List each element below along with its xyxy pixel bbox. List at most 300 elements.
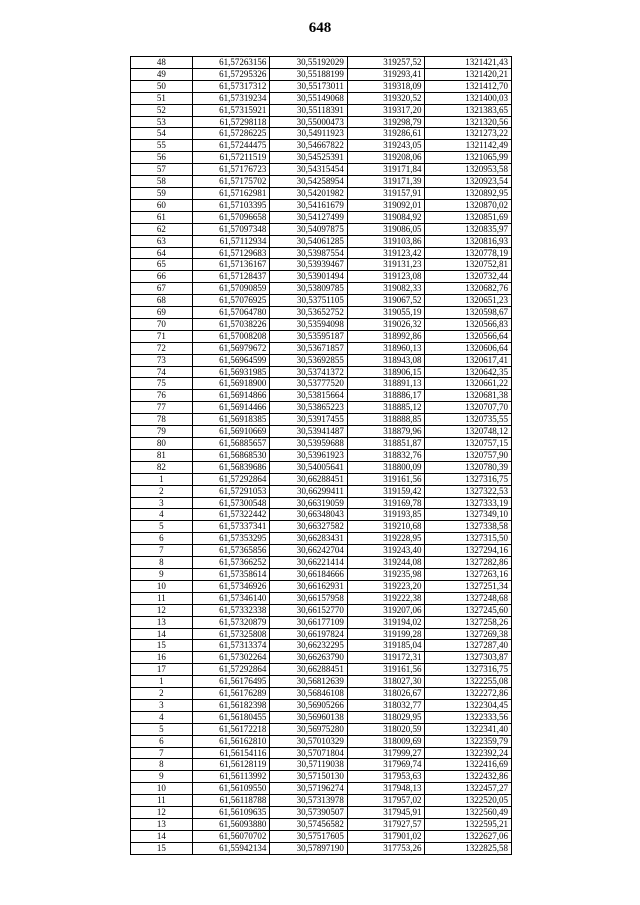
table-row xyxy=(131,223,512,235)
point-number-cell: 79 xyxy=(131,426,193,438)
y-coordinate-cell: 1321273,22 xyxy=(425,128,512,140)
x-coordinate-cell: 319169,78 xyxy=(347,497,425,509)
point-number-cell: 60 xyxy=(131,199,193,211)
x-coordinate-cell: 317945,91 xyxy=(347,807,425,819)
longitude-cell: 30,54315454 xyxy=(270,164,348,176)
coordinates-table xyxy=(130,56,512,855)
longitude-cell: 30,66319059 xyxy=(270,497,348,509)
y-coordinate-cell: 1320870,02 xyxy=(425,199,512,211)
x-coordinate-cell: 319026,32 xyxy=(347,318,425,330)
x-coordinate-cell: 318029,95 xyxy=(347,711,425,723)
point-number-cell: 82 xyxy=(131,461,193,473)
y-coordinate-cell: 1327349,10 xyxy=(425,509,512,521)
x-coordinate-cell: 318032,77 xyxy=(347,699,425,711)
table-row xyxy=(131,390,512,402)
table-row xyxy=(131,473,512,485)
longitude-cell: 30,57456582 xyxy=(270,819,348,831)
longitude-cell: 30,54911923 xyxy=(270,128,348,140)
table-row xyxy=(131,711,512,723)
point-number-cell: 72 xyxy=(131,342,193,354)
y-coordinate-cell: 1322432,86 xyxy=(425,771,512,783)
latitude-cell: 61,57096658 xyxy=(192,211,270,223)
x-coordinate-cell: 319243,40 xyxy=(347,545,425,557)
latitude-cell: 61,57175702 xyxy=(192,176,270,188)
point-number-cell: 8 xyxy=(131,759,193,771)
y-coordinate-cell: 1327282,86 xyxy=(425,557,512,569)
point-number-cell: 1 xyxy=(131,473,193,485)
x-coordinate-cell: 319298,79 xyxy=(347,116,425,128)
latitude-cell: 61,56118788 xyxy=(192,795,270,807)
latitude-cell: 61,56154116 xyxy=(192,747,270,759)
y-coordinate-cell: 1320651,23 xyxy=(425,295,512,307)
table-row xyxy=(131,271,512,283)
x-coordinate-cell: 319159,42 xyxy=(347,485,425,497)
point-number-cell: 5 xyxy=(131,723,193,735)
y-coordinate-cell: 1320707,70 xyxy=(425,402,512,414)
point-number-cell: 10 xyxy=(131,580,193,592)
latitude-cell: 61,56180455 xyxy=(192,711,270,723)
table-row xyxy=(131,211,512,223)
table-row xyxy=(131,57,512,69)
x-coordinate-cell: 318960,13 xyxy=(347,342,425,354)
point-number-cell: 62 xyxy=(131,223,193,235)
point-number-cell: 66 xyxy=(131,271,193,283)
point-number-cell: 7 xyxy=(131,747,193,759)
table-row xyxy=(131,795,512,807)
longitude-cell: 30,56905266 xyxy=(270,699,348,711)
point-number-cell: 80 xyxy=(131,438,193,450)
x-coordinate-cell: 319243,05 xyxy=(347,140,425,152)
x-coordinate-cell: 319208,06 xyxy=(347,152,425,164)
point-number-cell: 3 xyxy=(131,497,193,509)
longitude-cell: 30,66283431 xyxy=(270,533,348,545)
table-row xyxy=(131,402,512,414)
table-row xyxy=(131,461,512,473)
x-coordinate-cell: 318885,12 xyxy=(347,402,425,414)
point-number-cell: 15 xyxy=(131,842,193,854)
latitude-cell: 61,57346926 xyxy=(192,580,270,592)
point-number-cell: 55 xyxy=(131,140,193,152)
latitude-cell: 61,56918385 xyxy=(192,414,270,426)
table-row xyxy=(131,92,512,104)
x-coordinate-cell: 317753,26 xyxy=(347,842,425,854)
point-number-cell: 6 xyxy=(131,735,193,747)
longitude-cell: 30,53671857 xyxy=(270,342,348,354)
point-number-cell: 76 xyxy=(131,390,193,402)
y-coordinate-cell: 1320598,67 xyxy=(425,307,512,319)
x-coordinate-cell: 319235,98 xyxy=(347,568,425,580)
latitude-cell: 61,56162810 xyxy=(192,735,270,747)
table-row xyxy=(131,414,512,426)
table-row xyxy=(131,676,512,688)
point-number-cell: 59 xyxy=(131,187,193,199)
latitude-cell: 61,57292864 xyxy=(192,664,270,676)
table-row xyxy=(131,497,512,509)
y-coordinate-cell: 1320642,35 xyxy=(425,366,512,378)
longitude-cell: 30,56960138 xyxy=(270,711,348,723)
y-coordinate-cell: 1321420,21 xyxy=(425,68,512,80)
longitude-cell: 30,66177109 xyxy=(270,616,348,628)
x-coordinate-cell: 317953,63 xyxy=(347,771,425,783)
y-coordinate-cell: 1322341,40 xyxy=(425,723,512,735)
longitude-cell: 30,53939467 xyxy=(270,259,348,271)
y-coordinate-cell: 1320780,39 xyxy=(425,461,512,473)
longitude-cell: 30,57071804 xyxy=(270,747,348,759)
longitude-cell: 30,66288451 xyxy=(270,473,348,485)
point-number-cell: 1 xyxy=(131,676,193,688)
point-number-cell: 57 xyxy=(131,164,193,176)
x-coordinate-cell: 318992,86 xyxy=(347,330,425,342)
point-number-cell: 16 xyxy=(131,652,193,664)
longitude-cell: 30,53692855 xyxy=(270,354,348,366)
y-coordinate-cell: 1320606,64 xyxy=(425,342,512,354)
table-row xyxy=(131,699,512,711)
point-number-cell: 4 xyxy=(131,509,193,521)
x-coordinate-cell: 319067,52 xyxy=(347,295,425,307)
point-number-cell: 73 xyxy=(131,354,193,366)
point-number-cell: 67 xyxy=(131,283,193,295)
x-coordinate-cell: 319161,56 xyxy=(347,473,425,485)
x-coordinate-cell: 319084,92 xyxy=(347,211,425,223)
x-coordinate-cell: 318891,13 xyxy=(347,378,425,390)
latitude-cell: 61,57008208 xyxy=(192,330,270,342)
point-number-cell: 15 xyxy=(131,640,193,652)
longitude-cell: 30,57010329 xyxy=(270,735,348,747)
latitude-cell: 61,57295326 xyxy=(192,68,270,80)
latitude-cell: 61,57112934 xyxy=(192,235,270,247)
longitude-cell: 30,55192029 xyxy=(270,57,348,69)
longitude-cell: 30,53987554 xyxy=(270,247,348,259)
x-coordinate-cell: 318851,87 xyxy=(347,438,425,450)
y-coordinate-cell: 1320757,15 xyxy=(425,438,512,450)
x-coordinate-cell: 318026,67 xyxy=(347,688,425,700)
point-number-cell: 78 xyxy=(131,414,193,426)
longitude-cell: 30,53741372 xyxy=(270,366,348,378)
y-coordinate-cell: 1320566,64 xyxy=(425,330,512,342)
table-row xyxy=(131,378,512,390)
y-coordinate-cell: 1320661,22 xyxy=(425,378,512,390)
table-row xyxy=(131,307,512,319)
point-number-cell: 17 xyxy=(131,664,193,676)
x-coordinate-cell: 319157,91 xyxy=(347,187,425,199)
point-number-cell: 69 xyxy=(131,307,193,319)
y-coordinate-cell: 1320681,38 xyxy=(425,390,512,402)
table-row xyxy=(131,723,512,735)
x-coordinate-cell: 319172,31 xyxy=(347,652,425,664)
longitude-cell: 30,55149068 xyxy=(270,92,348,104)
x-coordinate-cell: 319286,61 xyxy=(347,128,425,140)
point-number-cell: 13 xyxy=(131,616,193,628)
y-coordinate-cell: 1322627,06 xyxy=(425,830,512,842)
table-row xyxy=(131,842,512,854)
x-coordinate-cell: 319082,33 xyxy=(347,283,425,295)
x-coordinate-cell: 319293,41 xyxy=(347,68,425,80)
table-row xyxy=(131,235,512,247)
y-coordinate-cell: 1321065,99 xyxy=(425,152,512,164)
latitude-cell: 61,56070702 xyxy=(192,830,270,842)
latitude-cell: 61,57291053 xyxy=(192,485,270,497)
table-row xyxy=(131,628,512,640)
x-coordinate-cell: 319131,23 xyxy=(347,259,425,271)
latitude-cell: 61,57319234 xyxy=(192,92,270,104)
longitude-cell: 30,56975280 xyxy=(270,723,348,735)
latitude-cell: 61,57346140 xyxy=(192,592,270,604)
longitude-cell: 30,55188199 xyxy=(270,68,348,80)
y-coordinate-cell: 1321412,70 xyxy=(425,80,512,92)
table-row xyxy=(131,330,512,342)
latitude-cell: 61,56931985 xyxy=(192,366,270,378)
y-coordinate-cell: 1327248,68 xyxy=(425,592,512,604)
longitude-cell: 30,66157958 xyxy=(270,592,348,604)
y-coordinate-cell: 1327269,38 xyxy=(425,628,512,640)
longitude-cell: 30,53941487 xyxy=(270,426,348,438)
table-row xyxy=(131,426,512,438)
table-row xyxy=(131,747,512,759)
point-number-cell: 65 xyxy=(131,259,193,271)
table-row xyxy=(131,735,512,747)
longitude-cell: 30,57119038 xyxy=(270,759,348,771)
y-coordinate-cell: 1321383,65 xyxy=(425,104,512,116)
longitude-cell: 30,57313978 xyxy=(270,795,348,807)
latitude-cell: 61,57322442 xyxy=(192,509,270,521)
longitude-cell: 30,53959688 xyxy=(270,438,348,450)
x-coordinate-cell: 319055,19 xyxy=(347,307,425,319)
table-row xyxy=(131,509,512,521)
y-coordinate-cell: 1320851,69 xyxy=(425,211,512,223)
latitude-cell: 61,57317312 xyxy=(192,80,270,92)
page-number: 648 xyxy=(308,20,332,36)
longitude-cell: 30,53594098 xyxy=(270,318,348,330)
longitude-cell: 30,55118391 xyxy=(270,104,348,116)
point-number-cell: 12 xyxy=(131,807,193,819)
table-row xyxy=(131,688,512,700)
x-coordinate-cell: 318879,96 xyxy=(347,426,425,438)
latitude-cell: 61,56964599 xyxy=(192,354,270,366)
latitude-cell: 61,56109550 xyxy=(192,783,270,795)
table-row xyxy=(131,318,512,330)
x-coordinate-cell: 319318,09 xyxy=(347,80,425,92)
y-coordinate-cell: 1322359,79 xyxy=(425,735,512,747)
latitude-cell: 61,57365856 xyxy=(192,545,270,557)
longitude-cell: 30,56812639 xyxy=(270,676,348,688)
longitude-cell: 30,54525391 xyxy=(270,152,348,164)
longitude-cell: 30,54127499 xyxy=(270,211,348,223)
point-number-cell: 5 xyxy=(131,521,193,533)
point-number-cell: 10 xyxy=(131,783,193,795)
latitude-cell: 61,57337341 xyxy=(192,521,270,533)
point-number-cell: 48 xyxy=(131,57,193,69)
table-row xyxy=(131,485,512,497)
longitude-cell: 30,54201982 xyxy=(270,187,348,199)
longitude-cell: 30,57390507 xyxy=(270,807,348,819)
y-coordinate-cell: 1322595,21 xyxy=(425,819,512,831)
latitude-cell: 61,56172218 xyxy=(192,723,270,735)
y-coordinate-cell: 1320682,76 xyxy=(425,283,512,295)
point-number-cell: 13 xyxy=(131,819,193,831)
table-row xyxy=(131,152,512,164)
latitude-cell: 61,56910669 xyxy=(192,426,270,438)
longitude-cell: 30,66288451 xyxy=(270,664,348,676)
y-coordinate-cell: 1327251,34 xyxy=(425,580,512,592)
latitude-cell: 61,57263156 xyxy=(192,57,270,69)
coordinates-table-body xyxy=(131,57,512,855)
point-number-cell: 52 xyxy=(131,104,193,116)
y-coordinate-cell: 1321320,56 xyxy=(425,116,512,128)
table-row xyxy=(131,533,512,545)
x-coordinate-cell: 318886,17 xyxy=(347,390,425,402)
x-coordinate-cell: 319199,28 xyxy=(347,628,425,640)
longitude-cell: 30,56846108 xyxy=(270,688,348,700)
x-coordinate-cell: 319194,02 xyxy=(347,616,425,628)
latitude-cell: 61,57302264 xyxy=(192,652,270,664)
y-coordinate-cell: 1327287,40 xyxy=(425,640,512,652)
latitude-cell: 61,57320879 xyxy=(192,616,270,628)
x-coordinate-cell: 319171,39 xyxy=(347,176,425,188)
y-coordinate-cell: 1322272,86 xyxy=(425,688,512,700)
y-coordinate-cell: 1321421,43 xyxy=(425,57,512,69)
longitude-cell: 30,57150130 xyxy=(270,771,348,783)
longitude-cell: 30,53751105 xyxy=(270,295,348,307)
y-coordinate-cell: 1320752,81 xyxy=(425,259,512,271)
point-number-cell: 12 xyxy=(131,604,193,616)
point-number-cell: 9 xyxy=(131,568,193,580)
longitude-cell: 30,57517605 xyxy=(270,830,348,842)
latitude-cell: 61,57136167 xyxy=(192,259,270,271)
longitude-cell: 30,53917455 xyxy=(270,414,348,426)
point-number-cell: 49 xyxy=(131,68,193,80)
latitude-cell: 61,57366252 xyxy=(192,557,270,569)
latitude-cell: 61,57313374 xyxy=(192,640,270,652)
y-coordinate-cell: 1322304,45 xyxy=(425,699,512,711)
y-coordinate-cell: 1322560,49 xyxy=(425,807,512,819)
y-coordinate-cell: 1327258,26 xyxy=(425,616,512,628)
longitude-cell: 30,57897190 xyxy=(270,842,348,854)
x-coordinate-cell: 318020,59 xyxy=(347,723,425,735)
longitude-cell: 30,54161679 xyxy=(270,199,348,211)
latitude-cell: 61,56093880 xyxy=(192,819,270,831)
x-coordinate-cell: 319185,04 xyxy=(347,640,425,652)
latitude-cell: 61,57064780 xyxy=(192,307,270,319)
point-number-cell: 9 xyxy=(131,771,193,783)
x-coordinate-cell: 318800,09 xyxy=(347,461,425,473)
y-coordinate-cell: 1320923,54 xyxy=(425,176,512,188)
table-row xyxy=(131,199,512,211)
y-coordinate-cell: 1322333,56 xyxy=(425,711,512,723)
point-number-cell: 70 xyxy=(131,318,193,330)
point-number-cell: 77 xyxy=(131,402,193,414)
x-coordinate-cell: 317901,02 xyxy=(347,830,425,842)
longitude-cell: 30,53652752 xyxy=(270,307,348,319)
latitude-cell: 61,57129683 xyxy=(192,247,270,259)
table-row xyxy=(131,664,512,676)
latitude-cell: 61,56839686 xyxy=(192,461,270,473)
table-row xyxy=(131,295,512,307)
latitude-cell: 61,57128437 xyxy=(192,271,270,283)
point-number-cell: 50 xyxy=(131,80,193,92)
latitude-cell: 61,56914866 xyxy=(192,390,270,402)
latitude-cell: 61,57292864 xyxy=(192,473,270,485)
y-coordinate-cell: 1320566,83 xyxy=(425,318,512,330)
latitude-cell: 61,57038226 xyxy=(192,318,270,330)
latitude-cell: 61,56979672 xyxy=(192,342,270,354)
latitude-cell: 61,56176289 xyxy=(192,688,270,700)
longitude-cell: 30,53777520 xyxy=(270,378,348,390)
table-row xyxy=(131,128,512,140)
table-row xyxy=(131,819,512,831)
table-row xyxy=(131,830,512,842)
x-coordinate-cell: 317969,74 xyxy=(347,759,425,771)
x-coordinate-cell: 319317,20 xyxy=(347,104,425,116)
latitude-cell: 61,57244475 xyxy=(192,140,270,152)
y-coordinate-cell: 1327245,60 xyxy=(425,604,512,616)
table-row xyxy=(131,652,512,664)
x-coordinate-cell: 319161,56 xyxy=(347,664,425,676)
latitude-cell: 61,57286225 xyxy=(192,128,270,140)
longitude-cell: 30,54061285 xyxy=(270,235,348,247)
x-coordinate-cell: 319086,05 xyxy=(347,223,425,235)
latitude-cell: 61,57332338 xyxy=(192,604,270,616)
longitude-cell: 30,66242704 xyxy=(270,545,348,557)
x-coordinate-cell: 317948,13 xyxy=(347,783,425,795)
x-coordinate-cell: 319223,20 xyxy=(347,580,425,592)
latitude-cell: 61,57300548 xyxy=(192,497,270,509)
y-coordinate-cell: 1327316,75 xyxy=(425,473,512,485)
longitude-cell: 30,66348043 xyxy=(270,509,348,521)
longitude-cell: 30,53809785 xyxy=(270,283,348,295)
point-number-cell: 53 xyxy=(131,116,193,128)
y-coordinate-cell: 1320732,44 xyxy=(425,271,512,283)
point-number-cell: 56 xyxy=(131,152,193,164)
point-number-cell: 14 xyxy=(131,628,193,640)
y-coordinate-cell: 1327263,16 xyxy=(425,568,512,580)
table-row xyxy=(131,438,512,450)
x-coordinate-cell: 317957,02 xyxy=(347,795,425,807)
x-coordinate-cell: 319320,52 xyxy=(347,92,425,104)
longitude-cell: 30,54667822 xyxy=(270,140,348,152)
point-number-cell: 11 xyxy=(131,592,193,604)
y-coordinate-cell: 1320748,12 xyxy=(425,426,512,438)
x-coordinate-cell: 319123,42 xyxy=(347,247,425,259)
longitude-cell: 30,66197824 xyxy=(270,628,348,640)
y-coordinate-cell: 1327315,50 xyxy=(425,533,512,545)
table-row xyxy=(131,140,512,152)
table-row xyxy=(131,449,512,461)
x-coordinate-cell: 319092,01 xyxy=(347,199,425,211)
table-row xyxy=(131,176,512,188)
x-coordinate-cell: 319222,38 xyxy=(347,592,425,604)
y-coordinate-cell: 1327333,19 xyxy=(425,497,512,509)
table-row xyxy=(131,187,512,199)
y-coordinate-cell: 1322255,08 xyxy=(425,676,512,688)
point-number-cell: 4 xyxy=(131,711,193,723)
latitude-cell: 61,56868530 xyxy=(192,449,270,461)
y-coordinate-cell: 1322520,05 xyxy=(425,795,512,807)
table-row xyxy=(131,568,512,580)
point-number-cell: 11 xyxy=(131,795,193,807)
latitude-cell: 61,57103395 xyxy=(192,199,270,211)
latitude-cell: 61,57097348 xyxy=(192,223,270,235)
point-number-cell: 54 xyxy=(131,128,193,140)
x-coordinate-cell: 319228,95 xyxy=(347,533,425,545)
longitude-cell: 30,55173011 xyxy=(270,80,348,92)
latitude-cell: 61,56182398 xyxy=(192,699,270,711)
table-row xyxy=(131,545,512,557)
point-number-cell: 68 xyxy=(131,295,193,307)
table-row xyxy=(131,783,512,795)
point-number-cell: 14 xyxy=(131,830,193,842)
x-coordinate-cell: 318906,15 xyxy=(347,366,425,378)
longitude-cell: 30,66152770 xyxy=(270,604,348,616)
